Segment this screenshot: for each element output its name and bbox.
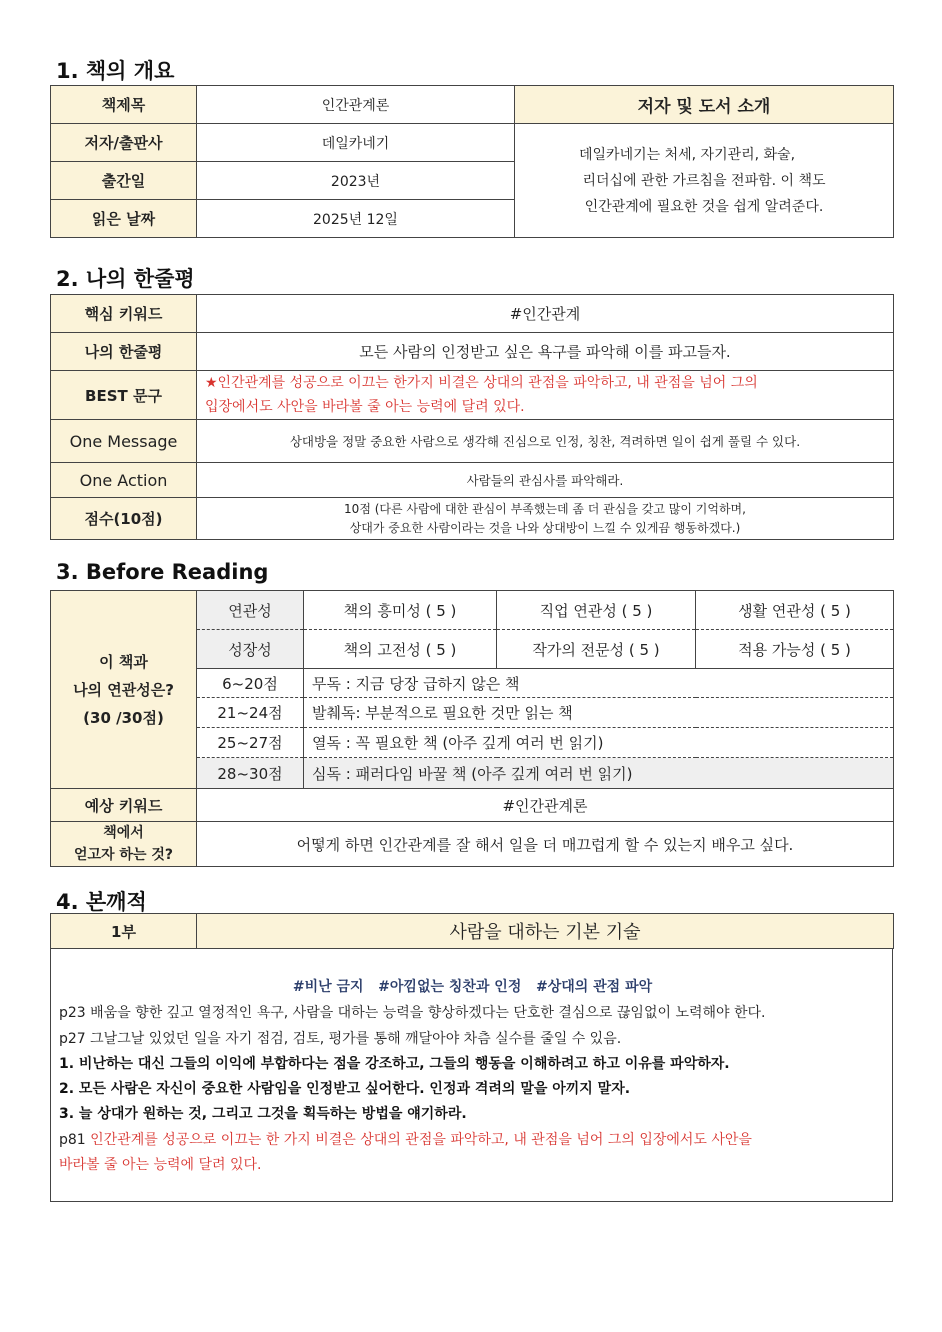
score-label: 점수(10점) bbox=[51, 498, 197, 540]
relevance-item: 직업 연관성 ( 5 ) bbox=[497, 591, 696, 630]
author-intro-text bbox=[515, 124, 894, 238]
note-p81-page: p81 bbox=[59, 1132, 86, 1148]
score-line: 10점 (다른 사람에 대한 관심이 부족했는데 좀 더 관심을 갖고 많이 기억하며, bbox=[344, 501, 746, 516]
one-line-review-value: 모든 사람의 인정받고 싶은 욕구를 파악해 이를 파고들자. bbox=[197, 333, 894, 371]
one-message-label: One Message bbox=[51, 420, 197, 463]
level-desc: 심독 : 패러다임 바꿀 책 (아주 깊게 여러 번 읽기) bbox=[304, 758, 894, 789]
note-p81 bbox=[59, 1129, 752, 1149]
relevance-label-line: 이 책과 bbox=[99, 652, 148, 671]
notes-header-table bbox=[50, 913, 894, 949]
relevance-label bbox=[51, 591, 197, 789]
note-p81-continued: 바라볼 줄 아는 능력에 달려 있다. bbox=[59, 1157, 262, 1173]
notes-keywords: #비난 금지 #아낌없는 칭찬과 인정 #상대의 관점 파악 bbox=[292, 979, 653, 995]
one-action-label: One Action bbox=[51, 463, 197, 498]
section-2-title: 2. 나의 한줄평 bbox=[56, 267, 195, 291]
author-publisher-value: 데일카네기 bbox=[197, 124, 515, 162]
key-keyword-label: 핵심 키워드 bbox=[51, 295, 197, 333]
section-3-title: 3. Before Reading bbox=[56, 560, 269, 584]
relevance-item: 생활 연관성 ( 5 ) bbox=[696, 591, 894, 630]
author-intro-line: 리더십에 관한 가르침을 전파함. 이 책도 bbox=[582, 172, 826, 189]
note-p27: p27 그날그날 있었던 일을 자기 점검, 검토, 평가를 통해 깨달아야 차츰 실수를 줄일 수 있음. bbox=[59, 1031, 622, 1047]
goal-value: 어떻게 하면 인간관계를 잘 해서 일을 더 매끄럽게 할 수 있는지 배우고 싶다. bbox=[197, 822, 894, 867]
best-quote-line: ★인간관계를 성공으로 이끄는 한가지 비결은 상대의 관점을 파악하고, 내 관점을 넘어 그의 bbox=[205, 375, 758, 391]
level-range: 21~24점 bbox=[197, 698, 304, 728]
goal-label bbox=[51, 822, 197, 867]
author-intro-line: 데일카네기는 처세, 자기관리, 화술, bbox=[579, 146, 796, 163]
book-overview-table bbox=[50, 85, 894, 238]
score-value bbox=[197, 498, 894, 540]
note-point-3: 3. 늘 상대가 원하는 것, 그리고 그것을 획득하는 방법을 얘기하라. bbox=[59, 1106, 467, 1122]
one-message-value: 상대방을 정말 중요한 사람으로 생각해 진심으로 인정, 칭찬, 격려하면 일이 쉽게 풀릴 수 있다. bbox=[197, 420, 894, 463]
score-line: 상대가 중요한 사람이라는 것을 나와 상대방이 느낄 수 있게끔 행동하겠다.) bbox=[349, 520, 741, 535]
read-date-value: 2025년 12일 bbox=[197, 200, 515, 238]
book-title-label: 책제목 bbox=[51, 86, 197, 124]
one-line-review-label: 나의 한줄평 bbox=[51, 333, 197, 371]
level-range: 6~20점 bbox=[197, 669, 304, 698]
relevance-label-line: 나의 연관성은? bbox=[73, 680, 174, 699]
goal-label-line: 책에서 bbox=[103, 825, 144, 841]
publish-date-label: 출간일 bbox=[51, 162, 197, 200]
review-table bbox=[50, 294, 894, 540]
note-p81-text: 인간관계를 성공으로 이끄는 한 가지 비결은 상대의 관점을 파악하고, 내 관점을 넘어 그의 입장에서도 사안을 bbox=[85, 1132, 752, 1148]
notes-body bbox=[50, 948, 893, 1202]
before-reading-table bbox=[50, 590, 894, 867]
relevance-category: 연관성 bbox=[197, 591, 304, 630]
part-label: 1부 bbox=[51, 914, 197, 949]
section-4-title: 4. 본깨적 bbox=[56, 890, 147, 914]
author-publisher-label: 저자/출판사 bbox=[51, 124, 197, 162]
expected-keyword-value: #인간관계론 bbox=[197, 789, 894, 822]
level-range: 28~30점 bbox=[197, 758, 304, 789]
note-point-1: 1. 비난하는 대신 그들의 이익에 부합하다는 점을 강조하고, 그들의 행동을 이해하려고 하고 이유를 파악하자. bbox=[59, 1056, 730, 1072]
book-title-value: 인간관계론 bbox=[197, 86, 515, 124]
note-p23: p23 배움을 향한 깊고 열정적인 욕구, 사람을 대하는 능력을 향상하겠다는 단호한 결심으로 끊임없이 노력해야 한다. bbox=[59, 1005, 766, 1021]
level-range: 25~27점 bbox=[197, 728, 304, 758]
goal-label-line: 얻고자 하는 것? bbox=[73, 847, 173, 863]
note-point-2: 2. 모든 사람은 자신이 중요한 사람임을 인정받고 싶어한다. 인정과 격려의 말을 아끼지 말자. bbox=[59, 1081, 631, 1097]
read-date-label: 읽은 날짜 bbox=[51, 200, 197, 238]
growth-item: 책의 고전성 ( 5 ) bbox=[304, 630, 497, 669]
relevance-item: 책의 흥미성 ( 5 ) bbox=[304, 591, 497, 630]
growth-item: 적용 가능성 ( 5 ) bbox=[696, 630, 894, 669]
key-keyword-value: #인간관계 bbox=[197, 295, 894, 333]
level-desc: 발췌독: 부분적으로 필요한 것만 읽는 책 bbox=[304, 698, 894, 728]
expected-keyword-label: 예상 키워드 bbox=[51, 789, 197, 822]
best-quote-line: 입장에서도 사안을 바라볼 줄 아는 능력에 달려 있다. bbox=[205, 399, 525, 415]
section-1-title: 1. 책의 개요 bbox=[56, 59, 175, 83]
relevance-label-line: (30 /30점) bbox=[83, 708, 164, 727]
level-desc: 열독 : 꼭 필요한 책 (아주 깊게 여러 번 읽기) bbox=[304, 728, 894, 758]
best-quote-label: BEST 문구 bbox=[51, 371, 197, 420]
one-action-value: 사람들의 관심사를 파악해라. bbox=[197, 463, 894, 498]
author-intro-header: 저자 및 도서 소개 bbox=[515, 86, 894, 124]
publish-date-value: 2023년 bbox=[197, 162, 515, 200]
growth-category: 성장성 bbox=[197, 630, 304, 669]
level-desc: 무독 : 지금 당장 급하지 않은 책 bbox=[304, 669, 894, 698]
best-quote-value bbox=[197, 371, 894, 420]
growth-item: 작가의 전문성 ( 5 ) bbox=[497, 630, 696, 669]
author-intro-line: 인간관계에 필요한 것을 쉽게 알려준다. bbox=[584, 198, 824, 215]
part-title: 사람을 대하는 기본 기술 bbox=[197, 914, 894, 949]
